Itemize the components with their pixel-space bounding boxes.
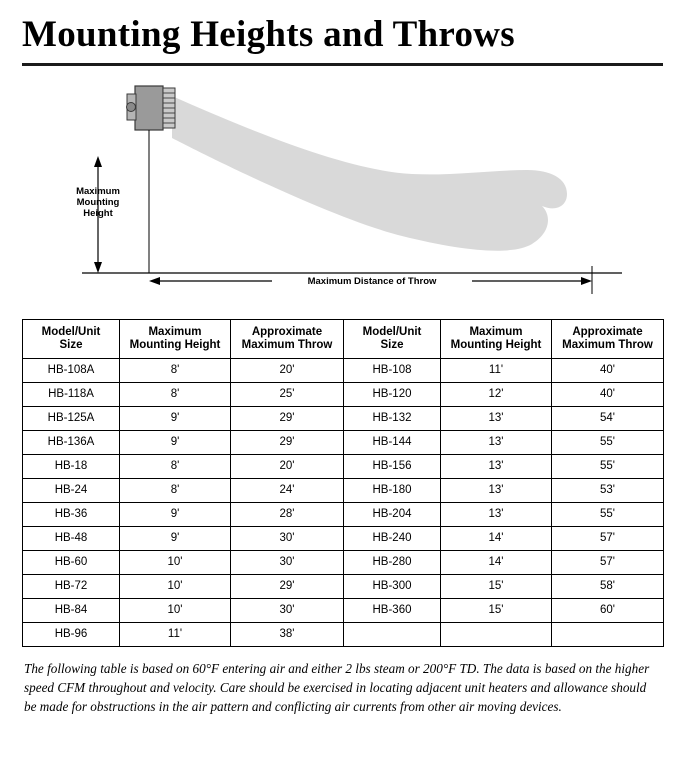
table-row (23, 406, 664, 430)
cell-height-2: 14' (441, 550, 552, 574)
cell-throw-1: 29' (231, 406, 344, 430)
cell-model-1: HB-36 (23, 502, 120, 526)
mounting-heights-table (22, 319, 664, 647)
mounting-height-label-line3: Height (83, 207, 113, 219)
air-plume-shape (172, 96, 567, 251)
cell-model-2: HB-132 (344, 406, 441, 430)
column-header-throw-2: Approximate Maximum Throw (552, 319, 664, 358)
cell-model-2: HB-180 (344, 478, 441, 502)
cell-throw-2: 58' (552, 574, 664, 598)
cell-height-2: 15' (441, 574, 552, 598)
mounting-height-label-line2: Mounting (76, 196, 120, 208)
cell-throw-1: 29' (231, 574, 344, 598)
cell-height-1: 10' (120, 574, 231, 598)
cell-height-2 (441, 622, 552, 646)
footnote-text: The following table is based on 60°F entering air and either 2 lbs steam or 200°F TD. The data is based on the higher speed CFM throughout and velocity. Care should be exercised in locating adjacent unit heaters and allowance should be made for obstructions in the air pattern and conflicting air currents from other air moving devices. (24, 660, 650, 715)
cell-model-2: HB-156 (344, 454, 441, 478)
table-row (23, 358, 664, 382)
throw-arrow-left (149, 277, 160, 285)
cell-throw-1: 29' (231, 430, 344, 454)
cell-model-2: HB-360 (344, 598, 441, 622)
cell-model-1: HB-136A (23, 430, 120, 454)
cell-model-2: HB-280 (344, 550, 441, 574)
cell-throw-2: 57' (552, 550, 664, 574)
cell-model-1: HB-125A (23, 406, 120, 430)
cell-model-1: HB-60 (23, 550, 120, 574)
cell-model-2: HB-144 (344, 430, 441, 454)
cell-throw-2: 55' (552, 502, 664, 526)
cell-model-2: HB-300 (344, 574, 441, 598)
table-head (23, 319, 664, 358)
column-header-mounting-height-1: Maximum Mounting Height (120, 319, 231, 358)
cell-model-1: HB-18 (23, 454, 120, 478)
cell-model-2 (344, 622, 441, 646)
throw-diagram-svg (22, 66, 663, 311)
cell-model-1: HB-118A (23, 382, 120, 406)
cell-height-2: 14' (441, 526, 552, 550)
table-row (23, 598, 664, 622)
cell-height-2: 13' (441, 406, 552, 430)
cell-throw-2: 54' (552, 406, 664, 430)
cell-throw-2: 60' (552, 598, 664, 622)
table-row (23, 382, 664, 406)
cell-height-1: 9' (120, 406, 231, 430)
table-section (22, 319, 663, 647)
cell-height-1: 8' (120, 478, 231, 502)
mounting-height-arrow-up (94, 156, 102, 167)
mounting-height-arrow-down (94, 262, 102, 273)
cell-throw-1: 28' (231, 502, 344, 526)
table-body (23, 358, 664, 646)
cell-throw-1: 30' (231, 598, 344, 622)
cell-throw-1: 20' (231, 358, 344, 382)
cell-height-1: 11' (120, 622, 231, 646)
cell-height-1: 8' (120, 454, 231, 478)
cell-height-1: 9' (120, 526, 231, 550)
cell-model-1: HB-108A (23, 358, 120, 382)
throw-arrow-right (581, 277, 592, 285)
table-row (23, 622, 664, 646)
cell-throw-1: 38' (231, 622, 344, 646)
mounting-height-label-line1: Maximum (76, 185, 120, 197)
throw-diagram (22, 66, 663, 311)
cell-model-1: HB-48 (23, 526, 120, 550)
cell-height-1: 9' (120, 502, 231, 526)
cell-throw-1: 25' (231, 382, 344, 406)
cell-height-2: 11' (441, 358, 552, 382)
table-header-row (23, 319, 664, 358)
cell-height-2: 13' (441, 430, 552, 454)
cell-model-2: HB-120 (344, 382, 441, 406)
cell-throw-2: 55' (552, 430, 664, 454)
cell-height-1: 9' (120, 430, 231, 454)
cell-throw-2: 53' (552, 478, 664, 502)
unit-heater-body (135, 86, 163, 130)
cell-height-1: 8' (120, 382, 231, 406)
column-header-model-2: Model/Unit Size (344, 319, 441, 358)
cell-model-2: HB-204 (344, 502, 441, 526)
column-header-model-1: Model/Unit Size (23, 319, 120, 358)
table-row (23, 430, 664, 454)
cell-throw-1: 30' (231, 550, 344, 574)
page-title: Mounting Heights and Throws (22, 14, 516, 55)
cell-model-2: HB-240 (344, 526, 441, 550)
throw-label: Maximum Distance of Throw (307, 275, 437, 287)
cell-height-1: 10' (120, 598, 231, 622)
cell-throw-2: 40' (552, 358, 664, 382)
unit-heater-fan (127, 102, 136, 111)
cell-throw-2: 57' (552, 526, 664, 550)
cell-model-2: HB-108 (344, 358, 441, 382)
column-header-mounting-height-2: Maximum Mounting Height (441, 319, 552, 358)
table-row (23, 454, 664, 478)
cell-throw-2: 40' (552, 382, 664, 406)
cell-height-2: 12' (441, 382, 552, 406)
cell-throw-1: 30' (231, 526, 344, 550)
cell-height-2: 15' (441, 598, 552, 622)
table-row (23, 574, 664, 598)
cell-model-1: HB-24 (23, 478, 120, 502)
cell-height-2: 13' (441, 502, 552, 526)
cell-height-2: 13' (441, 454, 552, 478)
title-block (0, 0, 685, 55)
table-row (23, 478, 664, 502)
cell-model-1: HB-84 (23, 598, 120, 622)
cell-model-1: HB-72 (23, 574, 120, 598)
table-row (23, 502, 664, 526)
cell-throw-2: 55' (552, 454, 664, 478)
cell-throw-1: 24' (231, 478, 344, 502)
cell-throw-1: 20' (231, 454, 344, 478)
column-header-throw-1: Approximate Maximum Throw (231, 319, 344, 358)
table-row (23, 550, 664, 574)
cell-model-1: HB-96 (23, 622, 120, 646)
cell-height-1: 8' (120, 358, 231, 382)
cell-throw-2 (552, 622, 664, 646)
cell-height-1: 10' (120, 550, 231, 574)
table-row (23, 526, 664, 550)
cell-height-2: 13' (441, 478, 552, 502)
